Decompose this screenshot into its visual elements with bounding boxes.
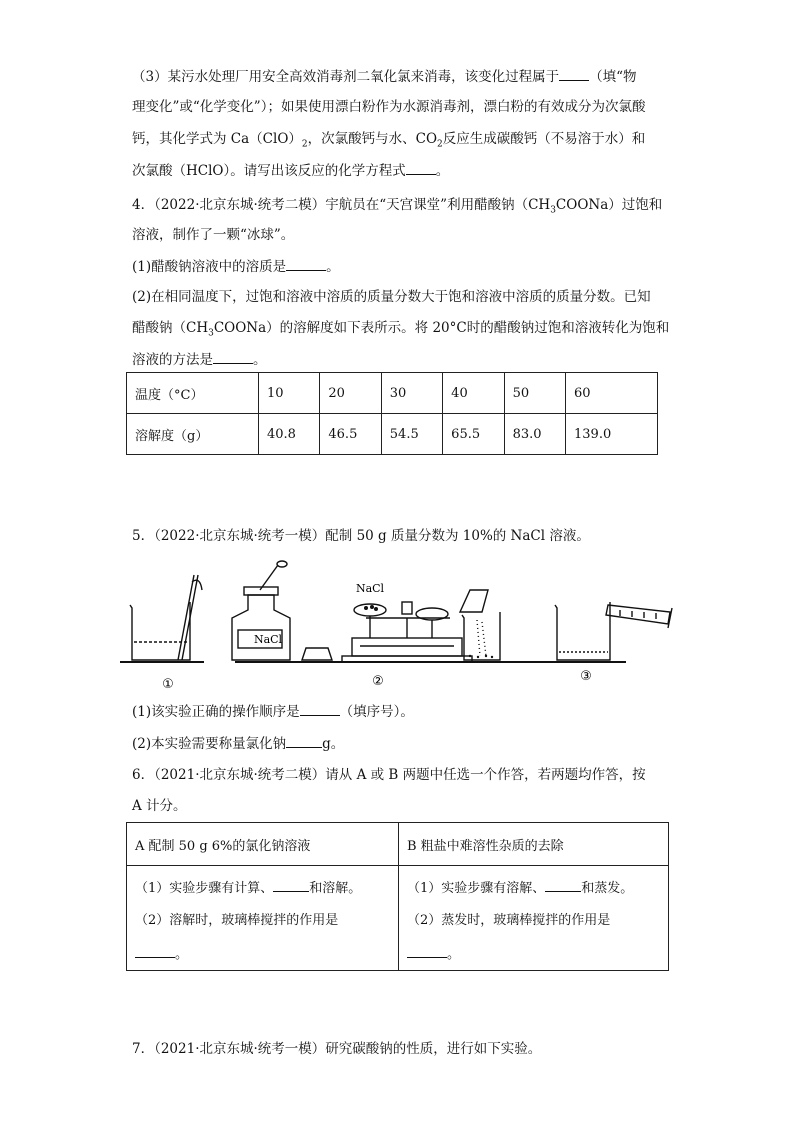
option-a-heading: A 配制 50 g 6%的氯化钠溶液	[127, 823, 399, 866]
q3-text: 理变化”或“化学变化”）；如果使用漂白粉作为水源消毒剂，漂白粉的有效成分为次氯酸	[132, 99, 646, 115]
q5-sub-1	[132, 701, 414, 722]
option-b-body	[399, 866, 669, 971]
answer-blank[interactable]	[300, 701, 340, 716]
answer-blank[interactable]	[213, 349, 253, 364]
q3-text: ，次氯酸钙与水、CO	[307, 131, 438, 147]
q3-text: 。	[435, 163, 450, 179]
q4-text: 。	[326, 259, 340, 275]
answer-blank[interactable]	[406, 160, 436, 175]
subscript: 2	[301, 139, 308, 150]
table-row	[127, 414, 658, 455]
table-row	[127, 866, 669, 971]
table-row	[127, 373, 658, 414]
table-cell: 30	[381, 373, 442, 414]
cell-text: （2）溶解时，玻璃棒搅拌的作用是	[135, 913, 339, 928]
beaker-pouring-solid-icon	[460, 590, 500, 660]
table-cell: 40	[443, 373, 504, 414]
q4-sub-2-line-3	[132, 349, 267, 370]
table-cell: 46.5	[320, 414, 381, 455]
table-cell: 54.5	[381, 414, 442, 455]
q4-sub-2-line-1	[132, 287, 651, 307]
option-a-body	[127, 866, 399, 971]
q7-line-1	[132, 1039, 541, 1059]
table-row	[127, 823, 669, 866]
table-cell: 10	[259, 373, 320, 414]
weigh-boat-icon	[302, 648, 332, 660]
q4-text: 溶液的方法是	[132, 352, 213, 368]
q4-text: 4．（2022·北京东城·统考二模）宇航员在“天宫课堂”利用醋酸钠（CH	[132, 197, 551, 213]
q3-line-1	[132, 66, 637, 87]
cell-text: 。	[175, 947, 189, 962]
balance-icon	[342, 602, 472, 662]
balance-label: NaCl	[355, 582, 385, 595]
q4-text: 。	[253, 352, 267, 368]
q4-text: COONa）的溶解度如下表所示。将 20°C时的醋酸钠过饱和溶液转化为饱和	[213, 320, 670, 336]
cell-text: （1）实验步骤有溶解、	[407, 881, 546, 896]
table-cell: 溶解度（g）	[127, 414, 259, 455]
subscript: 2	[437, 139, 443, 150]
table-cell: 83.0	[504, 414, 565, 455]
q6-line-2	[132, 796, 187, 816]
answer-blank[interactable]	[286, 733, 322, 748]
q7-text: 7．（2021·北京东城·统考一模）研究碳酸钠的性质，进行如下实验。	[132, 1041, 542, 1057]
solubility-table	[126, 372, 658, 455]
q6-text: A 计分。	[132, 798, 187, 814]
step-label: ①	[162, 677, 174, 692]
q5-text: (2)本实验需要称量氯化钠	[132, 736, 287, 752]
q5-text: (1)该实验正确的操作顺序是	[132, 704, 300, 720]
table-cell: 60	[566, 373, 658, 414]
q5-text: 5．（2022·北京东城·统考一模）配制 50 g 质量分数为 10%的 NaCl 溶液。	[132, 528, 590, 544]
cell-text: 。	[447, 947, 461, 962]
q4-text: COONa）过饱和	[555, 197, 663, 213]
q3-line-4	[132, 160, 449, 181]
q4-sub-1	[132, 256, 340, 277]
q5-text: g。	[322, 736, 345, 752]
q3-text: （3）某污水处理厂用安全高效消毒剂二氧化氯来消毒，该变化过程属于	[132, 69, 560, 85]
q3-text: 钙，其化学式为 Ca（ClO）	[132, 131, 302, 147]
answer-blank[interactable]	[135, 943, 175, 958]
q6-text: 6．（2021·北京东城·统考二模）请从 A 或 B 两题中任选一个作答，若两题均作答，按	[132, 767, 646, 783]
q4-line-1	[132, 195, 662, 221]
q4-text: (2)在相同温度下，过饱和溶液中溶质的质量分数大于饱和溶液中溶质的质量分数。已知	[132, 289, 651, 305]
cell-text: 和溶解。	[309, 881, 362, 896]
q4-sub-2-line-2	[132, 318, 669, 344]
cell-text: 和蒸发。	[581, 881, 634, 896]
answer-blank[interactable]	[273, 877, 309, 892]
table-cell: 50	[504, 373, 565, 414]
q3-text: 反应生成碳酸钙（不易溶于水）和	[442, 131, 646, 147]
q3-text: 次氯酸（HClO）。请写出该反应的化学方程式	[132, 163, 406, 179]
q4-text: (1)醋酸钠溶液中的溶质是	[132, 259, 287, 275]
q4-line-2	[132, 225, 294, 245]
q5-line-1	[132, 526, 590, 546]
q4-text: 溶液，制作了一颗“冰球”。	[132, 227, 295, 243]
cell-text: （2）蒸发时，玻璃棒搅拌的作用是	[407, 913, 611, 928]
q3-text: （填“物	[589, 69, 637, 85]
option-b-heading: B 粗盐中难溶性杂质的去除	[399, 823, 669, 866]
answer-blank[interactable]	[559, 66, 589, 81]
answer-blank[interactable]	[407, 943, 447, 958]
subscript: 3	[208, 328, 214, 339]
q5-text: （填序号）。	[339, 704, 414, 720]
beaker-with-glass-rod-icon	[120, 575, 204, 662]
subscript: 3	[550, 205, 556, 216]
answer-blank[interactable]	[286, 256, 326, 271]
q3-line-3	[132, 129, 645, 155]
answer-blank[interactable]	[545, 877, 581, 892]
q6-line-1	[132, 765, 646, 785]
choice-table	[126, 822, 669, 971]
cell-text: （1）实验步骤有计算、	[135, 881, 274, 896]
table-cell: 40.8	[259, 414, 320, 455]
step-label: ②	[372, 674, 384, 689]
bottle-label: NaCl	[253, 633, 283, 646]
beaker-with-cylinder-icon	[545, 602, 672, 662]
step-label: ③	[580, 669, 592, 684]
table-cell: 20	[320, 373, 381, 414]
q4-text: 醋酸钠（CH	[132, 320, 209, 336]
q3-line-2	[132, 97, 645, 117]
table-cell: 温度（°C）	[127, 373, 259, 414]
table-cell: 65.5	[443, 414, 504, 455]
lab-apparatus-figure	[120, 560, 700, 695]
table-cell: 139.0	[566, 414, 658, 455]
q5-sub-2	[132, 733, 344, 754]
